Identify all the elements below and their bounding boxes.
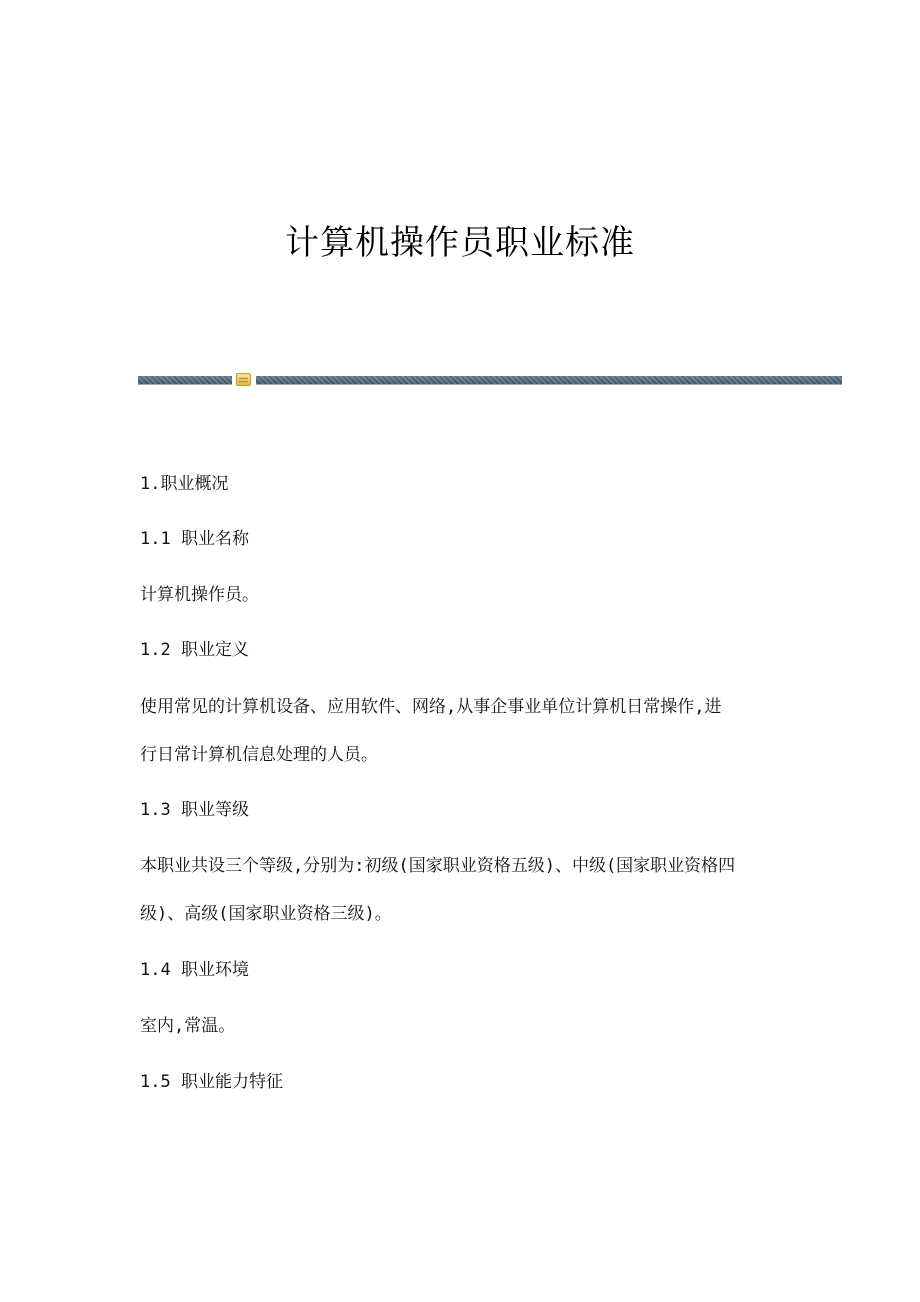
divider-bar-right <box>256 376 842 384</box>
envelope-icon <box>236 373 251 386</box>
decorative-divider <box>138 372 842 388</box>
paragraph-text: 本职业共设三个等级,分别为:初级(国家职业资格五级)、中级(国家职业资格四 <box>140 856 736 876</box>
subsection-heading: 1.5 职业能力特征 <box>140 1072 283 1092</box>
section-heading: 1.职业概况 <box>140 474 229 494</box>
subsection-heading: 1.4 职业环境 <box>140 960 249 980</box>
paragraph-text: 级)、高级(国家职业资格三级)。 <box>140 904 392 924</box>
paragraph-text: 使用常见的计算机设备、应用软件、网络,从事企事业单位计算机日常操作,进 <box>140 697 722 717</box>
subsection-heading: 1.2 职业定义 <box>140 640 249 660</box>
divider-bar-left <box>138 376 232 384</box>
paragraph-text: 计算机操作员。 <box>140 585 259 605</box>
subsection-heading: 1.1 职业名称 <box>140 529 249 549</box>
subsection-heading: 1.3 职业等级 <box>140 800 249 820</box>
paragraph-text: 室内,常温。 <box>140 1016 236 1036</box>
document-title: 计算机操作员职业标准 <box>285 223 635 263</box>
paragraph-text: 行日常计算机信息处理的人员。 <box>140 745 378 765</box>
